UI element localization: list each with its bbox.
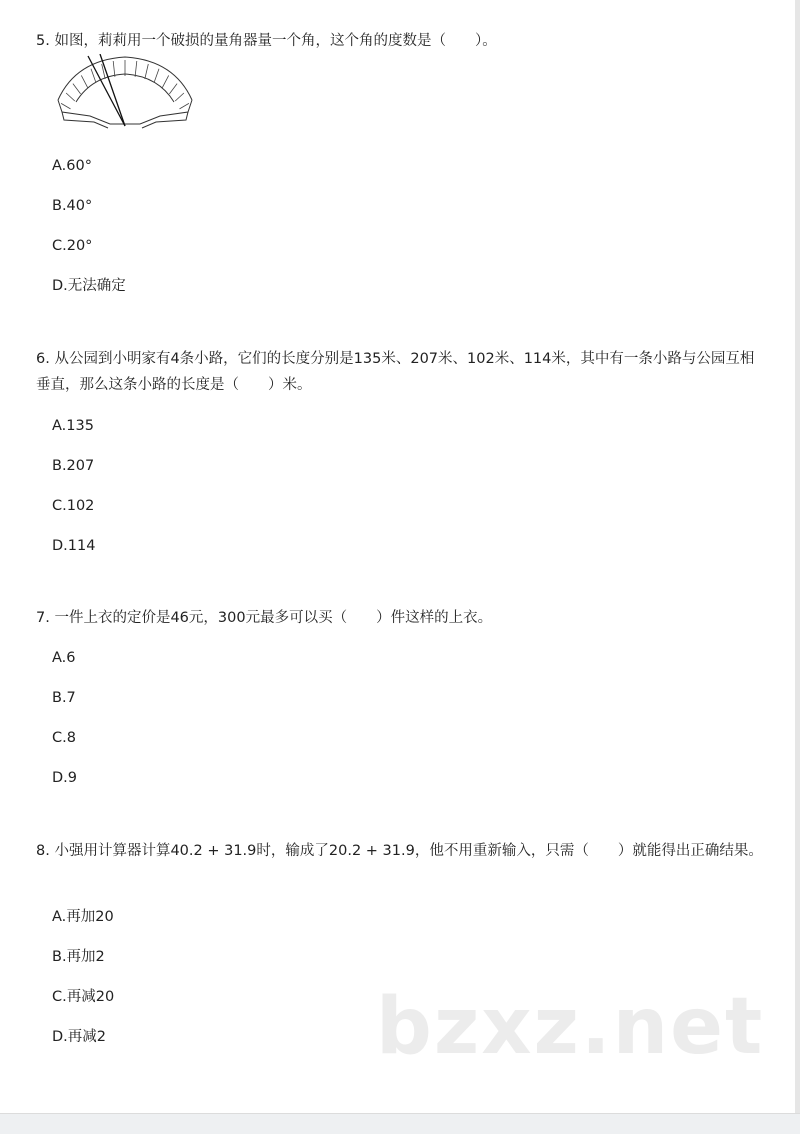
question-6-option-b[interactable]: B.207 [52,458,95,474]
question-6-option-c[interactable]: C.102 [52,498,95,514]
protractor-tick [175,93,184,101]
question-5-option-a[interactable]: A.60° [52,158,92,174]
question-7-option-a[interactable]: A.6 [52,650,76,666]
question-5-option-c[interactable]: C.20° [52,238,93,254]
protractor-tick [113,61,115,77]
question-8-option-c[interactable]: C.再减20 [52,989,115,1005]
page-bottom-bar [0,1113,800,1134]
question-8-stem: 8. 小强用计算器计算40.2 + 31.9时，输成了20.2 + 31.9，他不用重新输入，只需（ ）就能得出正确结果。 [36,843,763,859]
protractor-tick [145,64,149,79]
watermark-logo: bzxz.net [376,982,765,1072]
protractor-tick [73,84,81,94]
question-5-option-d[interactable]: D.无法确定 [52,278,126,294]
protractor-tick [169,84,177,94]
question-6-stem: 6. 从公园到小明家有4条小路，它们的长度分别是135米、207米、102米、114米，其中有一条小路与公园互相垂直，那么这条小路的长度是（ ）米。 [36,351,755,393]
protractor-tick [180,103,189,109]
question-5-stem: 5. 如图，莉莉用一个破损的量角器量一个角，这个角的度数是（ ）。 [36,33,497,49]
angle-rays [88,54,125,126]
question-8-option-a[interactable]: A.再加20 [52,909,114,925]
protractor-ticks [61,60,189,109]
question-8-option-b[interactable]: B.再加2 [52,949,105,965]
question-7-option-b[interactable]: B.7 [52,690,76,706]
question-7-option-c[interactable]: C.8 [52,730,76,746]
question-8-option-d[interactable]: D.再减2 [52,1029,106,1045]
page-right-edge [795,0,800,1134]
protractor-tick [154,69,159,83]
question-6-option-d[interactable]: D.114 [52,538,96,554]
broken-protractor-figure [50,54,200,132]
protractor-tick [162,75,168,87]
question-7-option-d[interactable]: D.9 [52,770,77,786]
protractor-tick [61,103,70,109]
protractor-tick [135,61,137,77]
question-5-option-b[interactable]: B.40° [52,198,93,214]
protractor-tick [66,93,75,101]
protractor-tick [81,75,87,87]
question-6-option-a[interactable]: A.135 [52,418,94,434]
question-7-stem: 7. 一件上衣的定价是46元，300元最多可以买（ ）件这样的上衣。 [36,610,493,626]
